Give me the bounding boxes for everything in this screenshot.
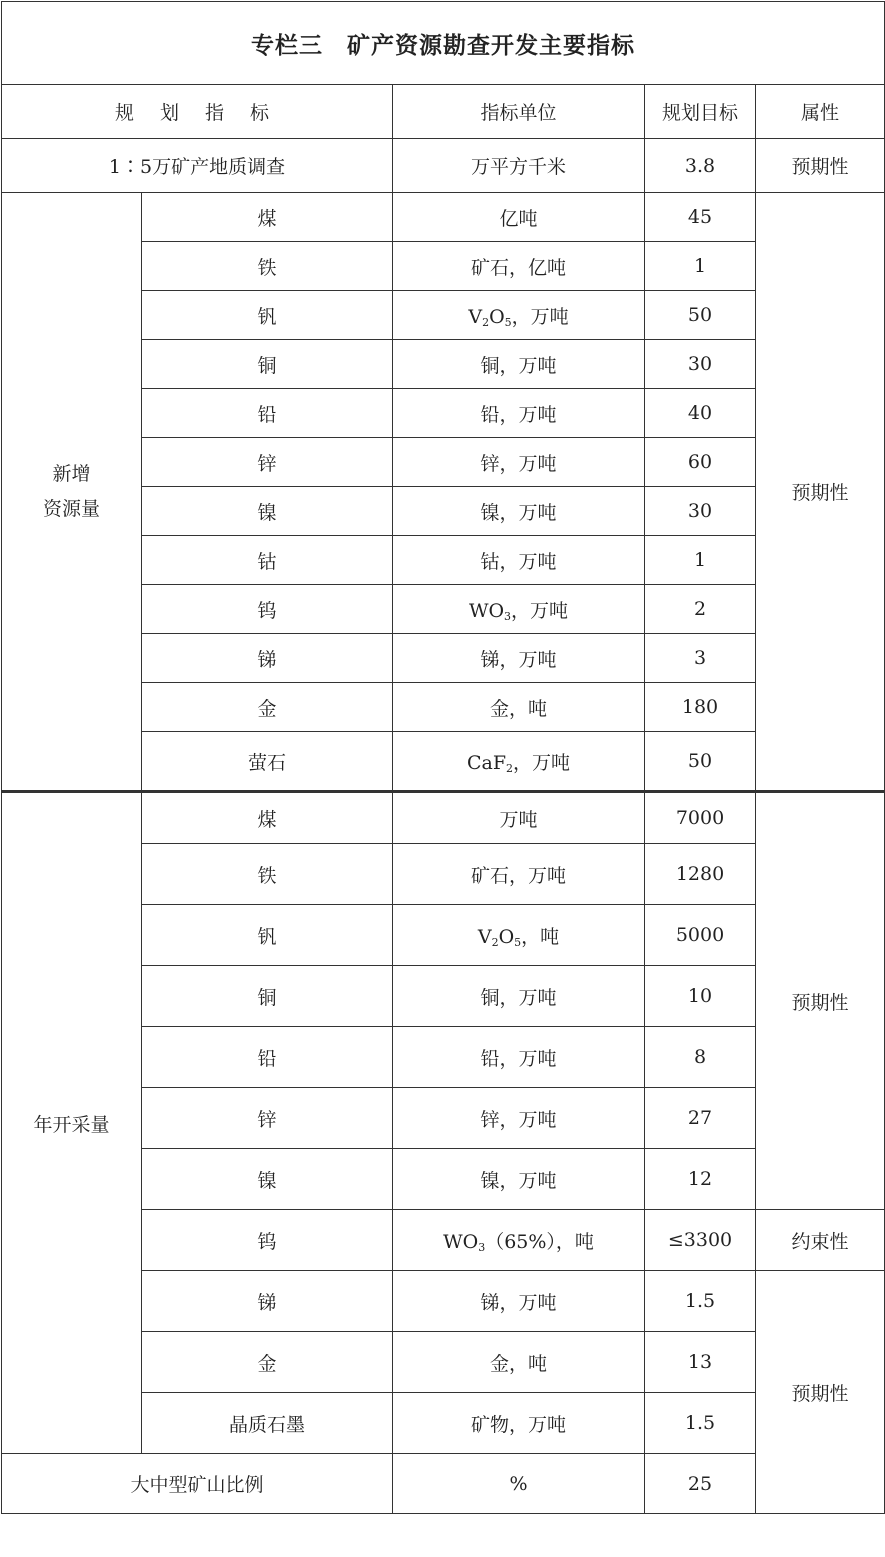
survey-attribute: 预期性 [756, 139, 885, 193]
mineral-name: 萤石 [142, 732, 393, 792]
mineral-target: 30 [645, 340, 756, 389]
mineral-unit: 矿物，万吨 [393, 1393, 645, 1454]
mineral-unit: 金，吨 [393, 683, 645, 732]
large-mines-indicator: 大中型矿山比例 [2, 1454, 393, 1514]
header-target: 规划目标 [645, 85, 756, 139]
large-mines-unit: % [393, 1454, 645, 1514]
mineral-target: 60 [645, 438, 756, 487]
mineral-target: 1 [645, 536, 756, 585]
mineral-target: 7000 [645, 792, 756, 844]
mineral-unit: 锑，万吨 [393, 1271, 645, 1332]
mineral-unit: 镍，万吨 [393, 1149, 645, 1210]
annual-attribute-bottom: 预期性 [756, 1271, 885, 1514]
mineral-name: 煤 [142, 792, 393, 844]
mineral-unit: 矿石，万吨 [393, 844, 645, 905]
mineral-name: 镍 [142, 1149, 393, 1210]
survey-unit: 万平方千米 [393, 139, 645, 193]
mineral-unit: 铅，万吨 [393, 1027, 645, 1088]
mineral-unit: 铅，万吨 [393, 389, 645, 438]
mineral-name: 金 [142, 1332, 393, 1393]
table-row [2, 193, 885, 242]
mineral-name: 铅 [142, 389, 393, 438]
mineral-target: 1.5 [645, 1271, 756, 1332]
table-row [2, 1454, 885, 1514]
mineral-unit: 万吨 [393, 792, 645, 844]
mineral-target: 50 [645, 732, 756, 792]
mineral-target: 5000 [645, 905, 756, 966]
mineral-name: 钴 [142, 536, 393, 585]
mineral-target: 50 [645, 291, 756, 340]
annual-attribute-constraint: 约束性 [756, 1210, 885, 1271]
mineral-target: 1.5 [645, 1393, 756, 1454]
mineral-name: 锑 [142, 1271, 393, 1332]
survey-indicator: 1∶5万矿产地质调查 [2, 139, 393, 193]
mineral-unit: $V_2O_5$，万吨 [393, 291, 645, 340]
header-unit: 指标单位 [393, 85, 645, 139]
header-indicator: 规 划 指 标 [2, 85, 393, 139]
mineral-unit: $V_2O_5$，吨 [393, 905, 645, 966]
group-annual-output: 年开采量 [2, 792, 142, 1454]
survey-target: 3.8 [645, 139, 756, 193]
mineral-target: 1 [645, 242, 756, 291]
header-attribute: 属性 [756, 85, 885, 139]
mineral-name: 煤 [142, 193, 393, 242]
mineral-name: 钒 [142, 291, 393, 340]
mineral-target: 1280 [645, 844, 756, 905]
annual-attribute-top: 预期性 [756, 792, 885, 1210]
mineral-name: 锌 [142, 1088, 393, 1149]
mineral-unit: 亿吨 [393, 193, 645, 242]
mineral-name: 锑 [142, 634, 393, 683]
mineral-target: 27 [645, 1088, 756, 1149]
group-label-line1: 新增 [52, 463, 91, 486]
mineral-target: 8 [645, 1027, 756, 1088]
mineral-unit: $WO_3$，万吨 [393, 585, 645, 634]
mineral-unit: 铜，万吨 [393, 966, 645, 1027]
mineral-target: 10 [645, 966, 756, 1027]
mineral-name: 锌 [142, 438, 393, 487]
mineral-name: 铜 [142, 340, 393, 389]
mineral-name: 钨 [142, 585, 393, 634]
table-title: 专栏三 矿产资源勘查开发主要指标 [2, 2, 885, 85]
new-resources-attribute: 预期性 [756, 193, 885, 792]
mineral-name: 钒 [142, 905, 393, 966]
large-mines-target: 25 [645, 1454, 756, 1514]
mineral-unit: $WO_3(65\%)$，吨 [393, 1210, 645, 1271]
mineral-name: 晶质石墨 [142, 1393, 393, 1454]
group-label-line2: 资源量 [42, 497, 100, 520]
mineral-name: 铁 [142, 242, 393, 291]
mineral-unit: 锑，万吨 [393, 634, 645, 683]
mineral-unit: 金，吨 [393, 1332, 645, 1393]
mineral-target: ≤3300 [645, 1210, 756, 1271]
mineral-unit: 铜，万吨 [393, 340, 645, 389]
mineral-name: 钨 [142, 1210, 393, 1271]
mineral-target: 180 [645, 683, 756, 732]
mineral-target: 30 [645, 487, 756, 536]
mineral-unit: 锌，万吨 [393, 438, 645, 487]
group-new-resources [2, 193, 142, 792]
mineral-name: 铅 [142, 1027, 393, 1088]
mineral-name: 金 [142, 683, 393, 732]
mineral-unit: 钴，万吨 [393, 536, 645, 585]
table-row [2, 792, 885, 844]
mineral-indicators-table [1, 1, 885, 1514]
mineral-unit: 镍，万吨 [393, 487, 645, 536]
mineral-target: 40 [645, 389, 756, 438]
mineral-name: 镍 [142, 487, 393, 536]
mineral-target: 2 [645, 585, 756, 634]
mineral-unit: CaF$_2$，万吨 [393, 732, 645, 792]
mineral-target: 3 [645, 634, 756, 683]
mineral-target: 12 [645, 1149, 756, 1210]
mineral-unit: 矿石，亿吨 [393, 242, 645, 291]
table-row [2, 139, 885, 193]
mineral-name: 铁 [142, 844, 393, 905]
mineral-unit: 锌，万吨 [393, 1088, 645, 1149]
mineral-name: 铜 [142, 966, 393, 1027]
mineral-target: 45 [645, 193, 756, 242]
mineral-target: 13 [645, 1332, 756, 1393]
